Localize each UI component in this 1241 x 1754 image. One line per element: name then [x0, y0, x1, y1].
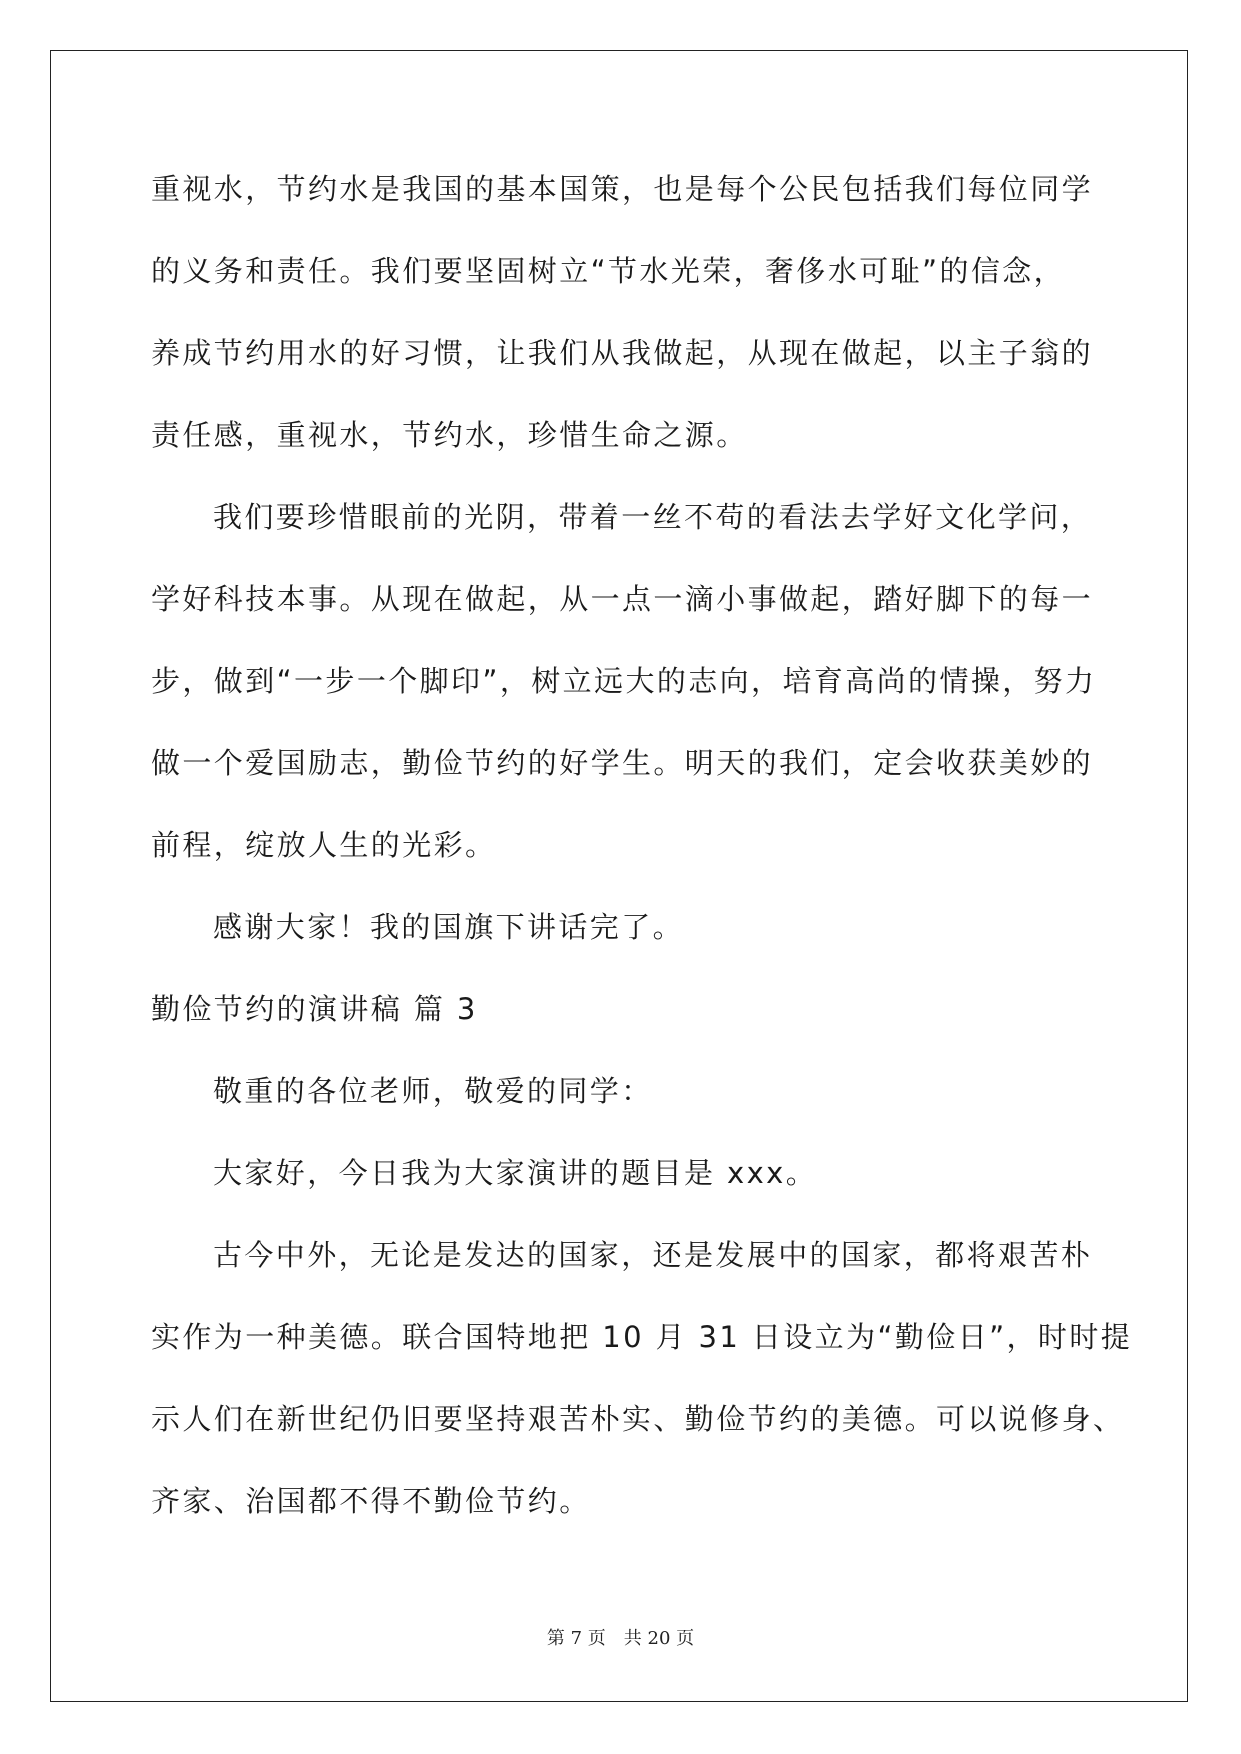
- body-line: 责任感，重视水，节约水，珍惜生命之源。: [151, 418, 748, 452]
- body-line: 养成节约用水的好习惯，让我们从我做起，从现在做起，以主子翁的: [151, 336, 1094, 370]
- page-number-footer: 第 7 页 共 20 页: [546, 1628, 695, 1649]
- paragraph-first-line: 我们要珍惜眼前的光阴，带着一丝不苟的看法去学好文化学问，: [213, 500, 1093, 534]
- paragraph-first-line: 古今中外，无论是发达的国家，还是发展中的国家，都将艰苦朴: [213, 1238, 1093, 1272]
- paragraph-first-line: 大家好，今日我为大家演讲的题目是 xxx。: [213, 1156, 818, 1190]
- body-line: 示人们在新世纪仍旧要坚持艰苦朴实、勤俭节约的美德。可以说修身、: [151, 1402, 1125, 1436]
- salutation: 敬重的各位老师，敬爱的同学：: [213, 1074, 653, 1108]
- body-line: 学好科技本事。从现在做起，从一点一滴小事做起，踏好脚下的每一: [151, 582, 1094, 616]
- body-line: 重视水，节约水是我国的基本国策，也是每个公民包括我们每位同学: [151, 172, 1094, 206]
- paragraph-first-line: 感谢大家！我的国旗下讲话完了。: [213, 910, 685, 944]
- body-line: 实作为一种美德。联合国特地把 10 月 31 日设立为“勤俭日”，时时提: [151, 1320, 1133, 1354]
- section-heading: 勤俭节约的演讲稿 篇 3: [151, 992, 478, 1026]
- body-line: 齐家、治国都不得不勤俭节约。: [151, 1484, 591, 1518]
- body-line: 的义务和责任。我们要坚固树立“节水光荣，奢侈水可耻”的信念，: [151, 254, 1066, 288]
- body-line: 做一个爱国励志，勤俭节约的好学生。明天的我们，定会收获美妙的: [151, 746, 1094, 780]
- document-body: [151, 148, 1133, 1542]
- body-line: 前程，绽放人生的光彩。: [151, 828, 497, 862]
- body-line: 步，做到“一步一个脚印”，树立远大的志向，培育高尚的情操，努力: [151, 664, 1097, 698]
